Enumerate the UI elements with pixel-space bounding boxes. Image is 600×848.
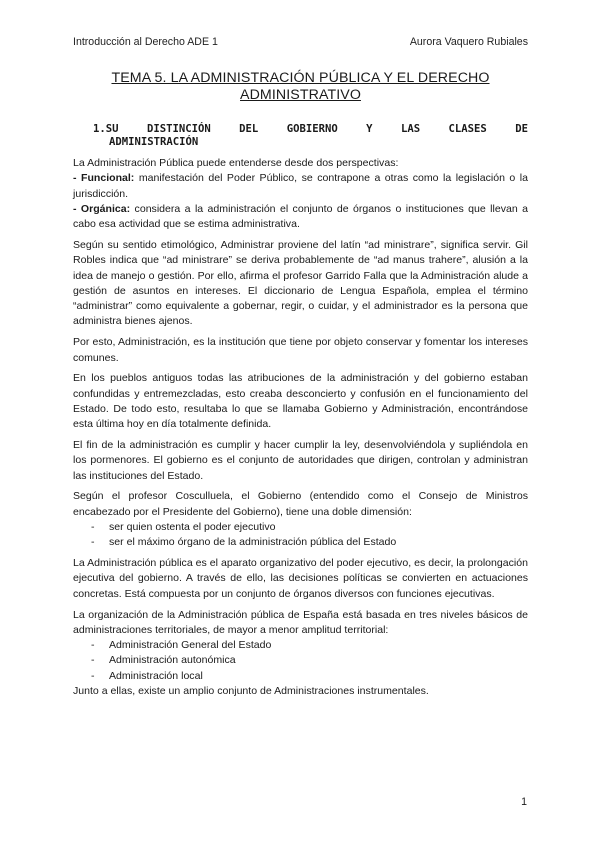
text-organica: considera a la administración el conjunto de órganos o instituciones que llevan a cabo esa actividad que se estima administrativa.	[73, 202, 528, 231]
label-organica: - Orgánica:	[73, 202, 131, 215]
paragraph-intro: La Administración Pública puede entenderse desde dos perspectivas:	[73, 157, 399, 169]
paragraph-fin: El fin de la administración es cumplir y hacer cumplir la ley, desenvolviéndola y supliéndola en los pormenores. El gobierno es el conjunto de autoridades que dirigen, controlan y administran las instituciones del Estado.	[73, 439, 528, 482]
paragraph-organica	[73, 202, 528, 233]
paragraph-organizacion: La organización de la Administración pública de España está basada en tres niveles básicos de administraciones territoriales, de mayor a menor amplitud territorial:	[73, 608, 528, 636]
list-item: - Administración General del Estado	[73, 638, 528, 653]
list-niveles	[73, 638, 528, 684]
section-heading-line-2: ADMINISTRACIÓN	[109, 136, 199, 148]
list-item: - Administración autonómica	[73, 653, 528, 668]
text-funcional: manifestación del Poder Público, se contrapone a otras como la legislación o la jurisdicción.	[73, 172, 528, 200]
list-item: - ser el máximo órgano de la administración pública del Estado	[73, 535, 528, 550]
label-funcional: - Funcional:	[73, 172, 135, 185]
paragraph-pueblos: En los pueblos antiguos todas las atribuciones de la administración y del gobierno estaban confundidas y entremezcladas, esto creaba desconcierto y confusión en el funcionamiento del Estado. De todo esto, resultaba lo que se llamaba Gobierno y Administración, encontrándose esta última hoy en día totalmente definida.	[73, 372, 528, 431]
paragraph-cosculluela: Según el profesor Cosculluela, el Gobierno (entendido como el Consejo de Ministros encabezado por el Presidente del Gobierno), tiene una doble dimensión:	[73, 490, 528, 518]
paragraph-junto: Junto a ellas, existe un amplio conjunto de Administraciones instrumentales.	[73, 685, 429, 697]
list-item: - Administración local	[73, 669, 528, 684]
paragraph-funcional	[73, 171, 528, 202]
list-item: - ser quien ostenta el poder ejecutivo	[73, 520, 528, 535]
title-line-2: ADMINISTRATIVO	[240, 87, 361, 103]
paragraph-objeto: Por esto, Administración, es la institución que tiene por objeto conservar y fomentar los intereses comunes.	[73, 336, 528, 364]
title-line-1: TEMA 5. LA ADMINISTRACIÓN PÚBLICA Y EL DERECHO	[111, 70, 490, 86]
document-title	[73, 70, 528, 104]
section-heading-line-1: 1.SU DISTINCIÓN DEL GOBIERNO Y LAS CLASES DE	[93, 123, 528, 135]
list-gobierno	[73, 520, 528, 551]
header-author: Aurora Vaquero Rubiales	[409, 36, 528, 48]
page-number: 1	[521, 796, 527, 808]
paragraph-aparato: La Administración pública es el aparato organizativo del poder ejecutivo, es decir, la prolongación ejecutiva del gobierno. A través de ello, las decisiones políticas se convierten en actuaciones concretas. Está compuesta por un conjunto de órganos diversos con funciones ejecutivas.	[73, 557, 528, 600]
header-course: Introducción al Derecho ADE 1	[73, 36, 218, 48]
paragraph-etimologico: Según su sentido etimológico, Administrar proviene del latín “ad ministrare”, significa servir. Gil Robles indica que “ad ministrare” se deriva probablemente de “ad manus trahere”, alusión a la idea de manejo o gestión. Por ello, afirma el profesor Garrido Falla que la Administración alude a gestión de asuntos en intereses. El diccionario de Lengua Española, emplea el término “administrar” como equivalente a gobernar, regir, o cuidar, y el administrador es la persona que administra bienes ajenos.	[73, 238, 528, 328]
section-heading	[73, 123, 528, 149]
document-body	[73, 156, 528, 699]
